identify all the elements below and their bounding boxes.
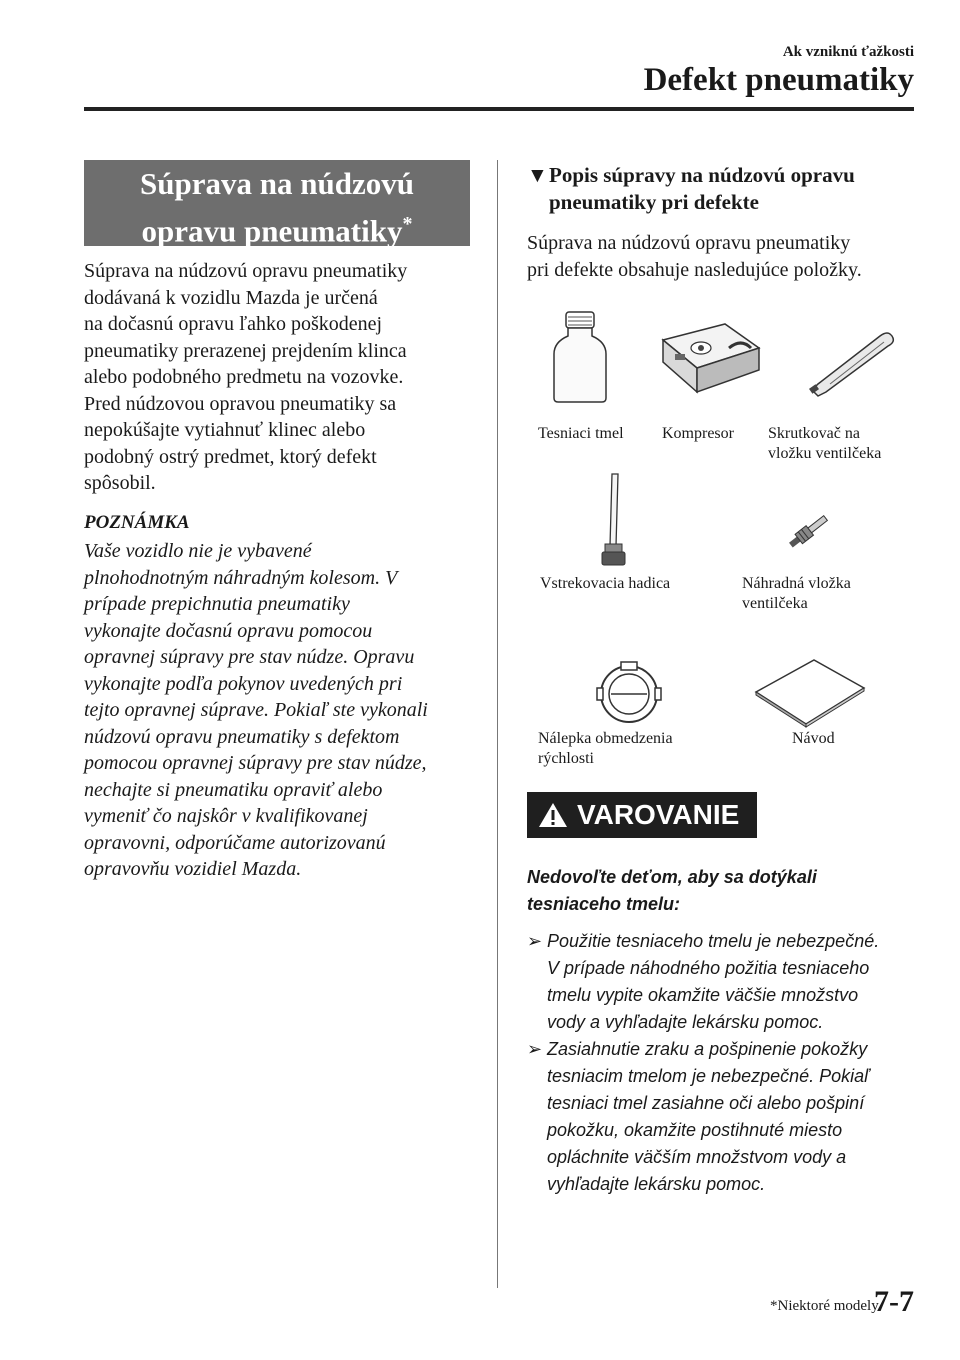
subsection-heading: ▼Popis súpravy na núdzovú opravu pneumatiky pri defekte	[527, 163, 855, 214]
heading-line-1: Súprava na núdzovú	[140, 166, 414, 201]
warning-label: VAROVANIE	[577, 799, 740, 830]
warning-triangle-icon	[537, 801, 569, 829]
item-caption-sealant: Tesniaci tmel	[538, 425, 624, 442]
section-heading-box	[84, 160, 470, 249]
triangle-marker-icon: ▼	[527, 163, 548, 187]
item-caption-hose: Vstrekovacia hadica	[540, 575, 671, 592]
chapter-title: Ak vzniknú ťažkosti	[782, 44, 914, 60]
warning-badge	[527, 792, 757, 838]
header-rule	[84, 107, 914, 111]
page-number: 7-7	[874, 1285, 914, 1318]
item-caption-manual: Návod	[792, 730, 835, 747]
warning-item: ➢ Zasiahnutie zraku a pošpinenie pokožky tesniacim tmelom je nebezpečné. Pokiaľ tesniaci tmel zasiahne oči alebo pošpiní pokožku, okamžite postihnuté miesto opláchnite väčším množstvom vody a vyhľadajte lekársku pomoc.	[527, 1036, 927, 1198]
note-paragraph: Vaše vozidlo nie je vybavené plnohodnotným náhradným kolesom. V prípade prepichnutia pneumatiky vykonajte dočasnú opravu pomocou opravnej súpravy pre stav núdze. Opravu vykonajte podľa pokynov uvedených pri tejto opravnej súprave. Pokiaľ ste vykonali núdzovú opravu pneumatiky s defektom pomocou opravnej súpravy pre stav núdze, nechajte si pneumatiku opraviť alebo vymeniť čo najskôr v kvalifikovanej opravovni, odporúčame autorizovanú opravovňu vozidiel Mazda.	[84, 540, 428, 880]
compressor-icon	[655, 318, 765, 398]
valve-core-icon	[782, 512, 836, 550]
heading-line-2: opravu pneumatiky*	[141, 213, 413, 249]
speed-limit-sticker-icon	[592, 656, 666, 726]
note-title: POZNÁMKA	[84, 512, 190, 533]
item-caption-valve-core: Náhradná vložka ventilčeka	[742, 575, 851, 612]
item-caption-compressor: Kompresor	[662, 425, 734, 442]
section-title: Defekt pneumatiky	[643, 62, 914, 98]
warning-list	[527, 928, 927, 1198]
warning-heading: Nedovoľte deťom, aby sa dotýkali tesniaceho tmelu:	[527, 867, 817, 914]
arrow-bullet-icon: ➢	[527, 1039, 543, 1059]
manual-icon	[752, 656, 868, 728]
asterisk-mark: *	[402, 213, 413, 235]
warning-item: ➢ Použitie tesniaceho tmelu je nebezpečné. V prípade náhodného požitia tesniaceho tmelu vypite okamžite väčšie množstvo vody a vyhľadajte lekársku pomoc.	[527, 928, 927, 1036]
sealant-bottle-icon	[550, 310, 610, 404]
footnote: *Niektoré modely.	[770, 1298, 882, 1314]
item-caption-sticker: Nálepka obmedzenia rýchlosti	[538, 730, 673, 767]
intro-paragraph: Súprava na núdzovú opravu pneumatiky dodávaná k vozidlu Mazda je určená na dočasnú opravu ľahko poškodenej pneumatiky prerazenej prejdením klinca alebo podobného predmetu na vozovke. Pred núdzovou opravou pneumatiky sa nepokúšajte vytiahnuť klinec alebo podobný ostrý predmet, ktorý defekt spôsobil.	[84, 260, 408, 494]
arrow-bullet-icon: ➢	[527, 931, 543, 951]
item-caption-valve-tool: Skrutkovač na vložku ventilčeka	[768, 425, 882, 462]
injection-hose-icon	[594, 472, 634, 568]
column-divider	[497, 160, 498, 1288]
kit-intro: Súprava na núdzovú opravu pneumatiky pri defekte obsahuje nasledujúce položky.	[527, 232, 862, 281]
valve-core-tool-icon	[800, 328, 900, 398]
